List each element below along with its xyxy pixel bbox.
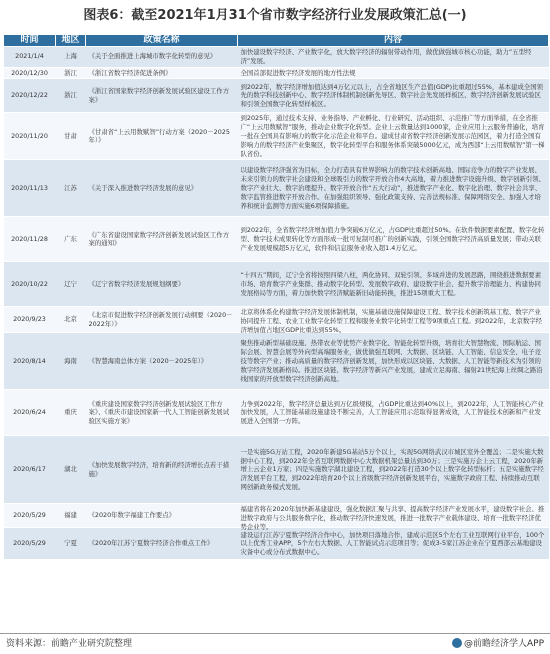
cell-time: 2020/5/29 <box>4 528 56 560</box>
cell-region: 重庆 <box>56 390 86 436</box>
cell-policy: 《关于全面推进上海城市数字化转型的意见》 <box>86 47 238 68</box>
policy-table <box>3 34 549 560</box>
cell-content: 福建省将在2020年加快新基建建设，强化数据汇聚与共享、提高数字经济产业发展水平，建设数字社会、推进数字政府与公共服务数字化，推动数字经济快速发展，推进一批数字产业载体建设、培育一批数字经济优势企业等。 <box>238 504 549 528</box>
cell-content: 一是实施5G万站工程，2020年新建5G基站5万个以上，实现5G网络武汉市城区室外全覆盖；二是实施大数据中心工程，到2022年全省互联网数据中心大数据机架总量达到30万；三是实施万企上云工程，2020年新增上云企业1万家；四是实施数字湖北建设工程，到2022年打造30个以上数字化转型标杆；五是实施数字经济发展平台工程，到2022年培育20个以上省级数字经济创新发展平台，实施数字政府工程、持续推动互联网创新政务模式发展。 <box>238 436 549 504</box>
source-note: 资料来源：前瞻产业研究院整理 <box>6 639 133 649</box>
cell-time: 2020/12/30 <box>4 67 56 79</box>
cell-policy: 《甘肃省“上云用数赋智”行动方案（2020－2025年）》 <box>86 113 238 160</box>
cell-content: 北京将体系化构建数字经济发展体制机制，实施基础设施保障建设工程、数字技术创新筑基工程、数字产业协同提升工程、农业工业数字化转型工程和服务业数字化转型工程等9项重点工程。到2022年，北京数字经济增加值占地区GDP比重达到55%。 <box>238 307 549 333</box>
table-row <box>4 67 549 79</box>
table-row <box>4 113 549 160</box>
column-header-policy: 政策名称 <box>86 35 238 47</box>
table-row <box>4 504 549 528</box>
table-row <box>4 217 549 262</box>
cell-policy: 《重庆建设国家数字经济创新发展试验区工作方案》、《重庆市建设国家新一代人工智能创新发展试验区实施方案》 <box>86 390 238 436</box>
table-row <box>4 528 549 560</box>
cell-content: 到2025年，通过技术支持、业务指导、产业孵化、行业研究、活动组织、示范推广等方面举措，在全省推广“上云用数赋智”服务，推动企业数字化转型。企业上云数量达到1000家，企业应用上云服务普遍化，培育一批在全国具有影响力的数字化示范企业和平台。建成甘肃省数字经济创新发展示范园区，着力打造全国有影响力的数字经济产业集聚区，数字化转型平台和服务体系突破5000亿元，成为西部“上云用数赋智”第一梯队省份。 <box>238 113 549 160</box>
footer <box>0 633 550 654</box>
cell-time: 2020/11/13 <box>4 160 56 217</box>
table-header-row <box>4 35 549 47</box>
cell-time: 2020/6/17 <box>4 436 56 504</box>
cell-time: 2020/6/24 <box>4 390 56 436</box>
table-row <box>4 79 549 113</box>
brand-logo-icon <box>452 638 462 648</box>
cell-policy: 《浙江省国家数字经济创新发展试验区建设工作方案》 <box>86 79 238 113</box>
cell-content: 力争到2022年，数字经济总量达到万亿级规模，占GDP比重达到40%以上，到2022年，人工智能核心产业加快发展，人工智能基础设施建设不断完善，人工智能应用示范取得显著成效，人工智能技术创新和产业发展进入全国第一方阵。 <box>238 390 549 436</box>
cell-content: 以建设数字经济强省为目标，全力打造具有世界影响力的数字技术创新高地、国际竞争力的数字产业发展、未来引领力的数字社会建设和全球吸引力的数字开放合作4大高地，着力推进数字设施升级、数字创新引领、数字产业壮大、数字治理提升、数字开放合作“五大行动”，推进数字产业化、数字化治理、数字社会共享、数字监管推进数字开放合作。在加强组织领导、强化政策支持、完善法规标准、保障网络安全、加强人才培养和统计监测等方面实施6项保障措施。 <box>238 160 549 217</box>
column-header-time: 时间 <box>4 35 56 47</box>
cell-time: 2020/11/20 <box>4 113 56 160</box>
cell-time: 2020/10/22 <box>4 262 56 307</box>
cell-policy: 《关于深入推进数字经济发展的意见》 <box>86 160 238 217</box>
cell-time: 2020/8/14 <box>4 333 56 390</box>
table-row <box>4 47 549 68</box>
table-row <box>4 262 549 307</box>
cell-policy: 《广东省建设国家数字经济创新发展试验区工作方案的通知》 <box>86 217 238 262</box>
cell-policy: 《智慧海南总体方案（2020－2025年）》 <box>86 333 238 390</box>
brand-credit <box>452 634 544 654</box>
cell-policy: 《浙江省数字经济促进条例》 <box>86 67 238 79</box>
cell-time: 2020/9/23 <box>4 307 56 333</box>
cell-time: 2020/12/22 <box>4 79 56 113</box>
cell-region: 江苏 <box>56 160 86 217</box>
cell-content: 到2022年，全省数字经济增加值力争突破6万亿元，占GDP比重超过50%。在软件数据要素配置、数字化转型、数字技术成果转化等方面形成一批可复制可推广的创新实践，引领全国数字经济高质量发展；带动关联产业发展规模超5万亿元，软件和信息服务业收入超1.4万亿元。 <box>238 217 549 262</box>
cell-policy: 《2020年数字福建工作要点》 <box>86 504 238 528</box>
cell-region: 北京 <box>56 307 86 333</box>
cell-content: 到2022年，数字经济增加值达到4万亿元以上，占全省地区生产总值(GDP)比重超过55%，基本建成全国领先的数字科技创新中心、数字经济体制机制创新先导区、数字社会先发展样板区、数字经济创新发展试验区和引领全国数字化转型样板区。 <box>238 79 549 113</box>
page-title: 图表6：截至2021年1月31个省市数字经济行业发展政策汇总(一) <box>83 8 467 23</box>
cell-region: 海南 <box>56 333 86 390</box>
table-row <box>4 160 549 217</box>
column-header-region: 地区 <box>56 35 86 47</box>
cell-time: 2020/11/28 <box>4 217 56 262</box>
table-row <box>4 436 549 504</box>
cell-region: 浙江 <box>56 67 86 79</box>
table-row <box>4 390 549 436</box>
cell-region: 广东 <box>56 217 86 262</box>
cell-time: 2020/5/29 <box>4 504 56 528</box>
cell-content: “十四五”期间，辽宁全省将按照四梁八柱，两化协同、双轮引领、多域并进的发展思路，围绕推进数据要素市场、培育数字产业集群、推动数字化转型、发展数字政府、建设数字社会、提升数字治理能力、构建协同发展格局等方面，着力加快数字经济赋能新旧动能转换，推进15项重大工程。 <box>238 262 549 307</box>
column-header-content: 内容 <box>238 35 549 47</box>
cell-policy: 《加快发展数字经济，培育新的经济增长点若干措施》 <box>86 436 238 504</box>
cell-content: 建设运行江苏宁夏数字经济合作中心，加快项目落地合作，建成示范区5个左右工业互联网行业平台，100个以上优秀工业APP，5个左右大数据、人工智能试点示范项目等；促成3-5家江苏企业在宁夏西部云基地建设灾备中心或分布式数据中心。 <box>238 528 549 560</box>
cell-region: 甘肃 <box>56 113 86 160</box>
cell-region: 上海 <box>56 47 86 68</box>
cell-policy: 《2020年江苏宁夏数字经济合作重点工作》 <box>86 528 238 560</box>
cell-policy: 《北京市促进数字经济创新发展行动纲要（2020－2022年）》 <box>86 307 238 333</box>
brand-label: @前瞻经济学人APP <box>463 639 544 649</box>
cell-content: 加快建设数字经济、产业数字化，放大数字经济的辐射带动作用，做优做强城市核心功能，助力“五型经济”发展。 <box>238 47 549 68</box>
cell-region: 浙江 <box>56 79 86 113</box>
cell-content: 聚焦推动新型基础设施、热带农业等优势产业数字化、智能化转型升级，培育壮大智慧物流、国际航运、国际会展、智慧会展等外向型高端服务业，做优做强互联网、大数据、区块链、人工智能、信息安全、电子竞技等数字产业；推动高质量的数字经济创新发展，加快形成以区块链、大数据、人工智能等新技术为引领的数字经济发展新格局。推进区块链、数字经济等新兴产业发展，建成立足海南、辐射21世纪海上丝绸之路沿线国家的开放型数字经济创新高地。 <box>238 333 549 390</box>
cell-policy: 《辽宁省数字经济发展规划纲要》 <box>86 262 238 307</box>
table-row <box>4 333 549 390</box>
cell-region: 湖北 <box>56 436 86 504</box>
cell-region: 福建 <box>56 504 86 528</box>
cell-content: 全国首部促进数字经济发展的地方性法规 <box>238 67 549 79</box>
cell-time: 2021/1/4 <box>4 47 56 68</box>
table-row <box>4 307 549 333</box>
cell-region: 宁夏 <box>56 528 86 560</box>
cell-region: 辽宁 <box>56 262 86 307</box>
